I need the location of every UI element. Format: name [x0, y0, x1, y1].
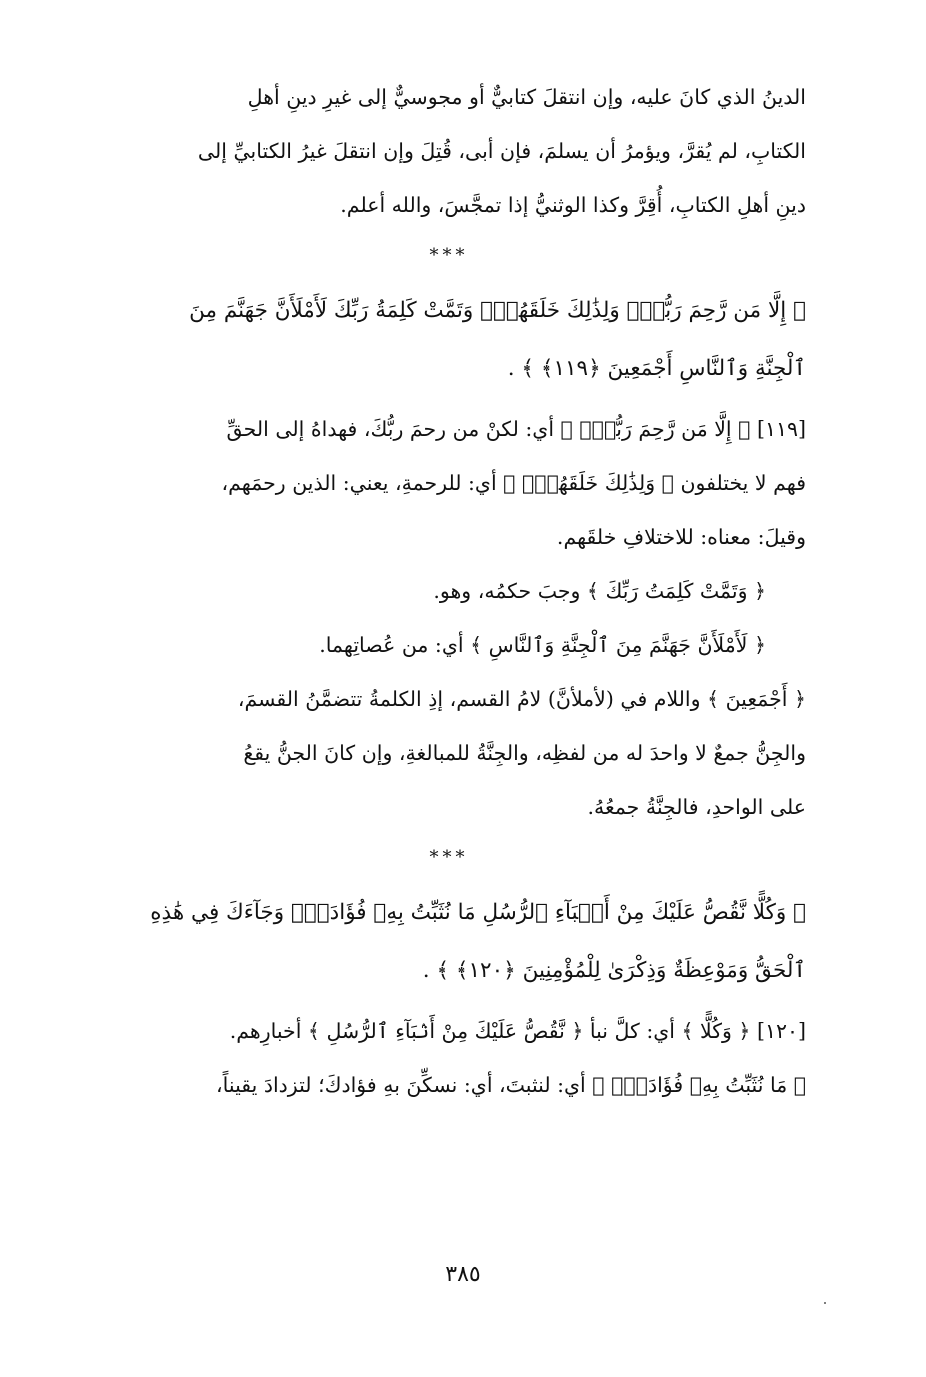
text-line: [١٢٠] ﴿ وَكُلًّا ﴾ أي: كلَّ نبأ ﴿ نَّقُصُّ عَلَيْكَ مِنْ أَنۢبَآءِ ٱلرُّسُلِ ﴾ أخبارِهم. — [229, 1019, 806, 1043]
verse-line: ﴿ إِلَّا مَن رَّحِمَ رَبُّكَۚ وَلِذَٰلِكَ خَلَقَهُمْۗ وَتَمَّتْ كَلِمَةُ رَبِّكَ لَأَمْلَأَنَّ جَهَنَّمَ مِنَ — [189, 298, 806, 323]
text-line: [١١٩] ﴿ إِلَّا مَن رَّحِمَ رَبُّكَۚ ﴾ أي: لكنْ من رحمَ ربُّكَ، فهداهُ إلى الحقِّ — [226, 417, 806, 441]
commentary-paragraph — [92, 70, 806, 232]
quran-verse-120 — [92, 884, 806, 1000]
section-separator: *** — [429, 847, 469, 868]
page-number: ٣٨٥ — [445, 1262, 481, 1287]
tafsir-paragraph — [92, 618, 806, 672]
tafsir-paragraph-120 — [92, 1004, 806, 1112]
verse-line: ﴿ وَكُلًّا نَّقُصُّ عَلَيْكَ مِنْ أَنۢبَآءِ ٱلرُّسُلِ مَا نُثَبِّتُ بِهِۦ فُؤَادَكَۚ وَجَآءَكَ فِي هَٰذِهِ — [150, 900, 806, 925]
tafsir-paragraph — [92, 672, 806, 834]
verse-line: ٱلْجِنَّةِ وَٱلنَّاسِ أَجْمَعِينَ ﴿١١٩﴾ ﴾ . — [507, 356, 806, 381]
text-line: ﴿ أَجْمَعِينَ ﴾ واللام في (لأملأنَّ) لامُ القسم، إذِ الكلمةُ تتضمَّنُ القسمَ، — [237, 687, 806, 711]
text-line: وقيلَ: معناه: للاختلافِ خلقَهم. — [556, 525, 806, 549]
text-line: الدينُ الذي كانَ عليه، وإن انتقلَ كتابيٌّ أو مجوسيٌّ إلى غيرِ دينِ أهلِ — [247, 85, 806, 109]
text-line: ﴿ مَا نُثَبِّتُ بِهِۦ فُؤَادَكَۚ ﴾ أي: لنثبتَ، أي: نسكِّنَ بهِ فؤادكَ؛ لتزدادَ يقيناً، — [216, 1073, 806, 1097]
section-separator: *** — [429, 245, 469, 266]
text-line: الكتابِ، لم يُقرَّ، ويؤمرُ أن يسلمَ، فإن أبى، قُتِلَ وإن انتقلَ غيرُ الكتابيِّ إلى — [197, 139, 806, 163]
page-body — [92, 70, 806, 1112]
text-line: ﴿ وَتَمَّتْ كَلِمَتُ رَبِّكَ ﴾ وجبَ حكمُه، وهو. — [433, 579, 766, 603]
quran-verse-119 — [92, 282, 806, 398]
tafsir-paragraph — [92, 564, 806, 618]
verse-line: ٱلْحَقُّ وَمَوْعِظَةٌ وَذِكْرَىٰ لِلْمُؤْمِنِينَ ﴿١٢٠﴾ ﴾ . — [422, 958, 806, 983]
text-line: ﴿ لَأَمْلَأَنَّ جَهَنَّمَ مِنَ ٱلْجِنَّةِ وَٱلنَّاسِ ﴾ أي: من عُصاتِهما. — [319, 633, 766, 657]
tafsir-paragraph-119 — [92, 402, 806, 564]
text-line: والجِنُّ جمعٌ لا واحدَ له من لفظِه، والجِنَّةُ للمبالغةِ، وإن كانَ الجنُّ يقعُ — [243, 741, 806, 765]
scan-speck — [824, 1302, 826, 1304]
text-line: فهم لا يختلفون ﴿ وَلِذَٰلِكَ خَلَقَهُمْۗ ﴾ أي: للرحمةِ، يعني: الذين رحمَهم، — [221, 471, 806, 495]
text-line: على الواحدِ، فالجِنَّةُ جمعُهُ. — [587, 795, 806, 819]
text-line: دينِ أهلِ الكتابِ، أُقِرَّ وكذا الوثنيُّ إذا تمجَّسَ، والله أعلم. — [340, 193, 806, 217]
